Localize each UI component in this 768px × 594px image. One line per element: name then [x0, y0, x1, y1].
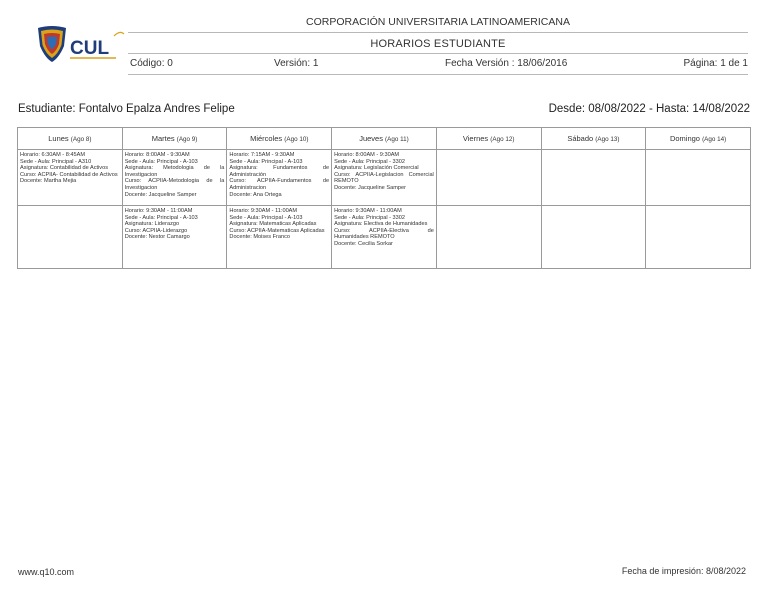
- header-divider: [128, 53, 748, 54]
- print-date: Fecha de impresión: 8/08/2022: [621, 566, 746, 576]
- class-detail-line: Sede - Aula: Principal - A-103: [124, 214, 198, 221]
- class-cell: [227, 150, 332, 206]
- document-title: HORARIOS ESTUDIANTE: [370, 38, 506, 50]
- class-detail-line: Sede - Aula: Principal - A-103: [124, 158, 198, 165]
- class-cell: [332, 150, 437, 206]
- version-date: Fecha Versión : 18/06/2016: [445, 58, 568, 69]
- header-divider: [128, 32, 748, 33]
- empty-cell: [646, 150, 751, 206]
- class-detail-line: Sede - Aula: Principal - 3302: [334, 158, 406, 165]
- date-range: Desde: 08/08/2022 - Hasta: 14/08/2022: [548, 103, 750, 115]
- schedule-row: [18, 150, 751, 206]
- class-detail-line: Horario: 8:00AM - 9:30AM: [124, 152, 190, 158]
- class-detail-line: Docente: Jacqueline Samper: [334, 184, 406, 191]
- schedule-body: [18, 150, 751, 269]
- class-detail-line: Docente: Martha Mejia: [20, 178, 77, 185]
- class-cell: [18, 150, 123, 206]
- class-detail-line: Curso: ACPIIA-Matematicas Aplicadas: [229, 227, 325, 234]
- class-detail-line: Asignatura: Matematicas Aplicadas: [229, 221, 317, 228]
- logo-wordmark: CUL: [70, 38, 110, 59]
- empty-cell: [541, 150, 646, 206]
- class-detail-line: Asignatura: Legislación Comercial: [334, 165, 419, 172]
- class-detail-line: Curso: ACPIIA-Fundamentos de Administracion: [229, 178, 330, 191]
- document-code: Código: 0: [130, 58, 173, 69]
- class-cell: [122, 206, 227, 269]
- class-detail-line: Curso: ACPIIA-Metodologia de la Investigacion: [124, 178, 225, 191]
- day-header: Miércoles (Ago 10): [227, 128, 332, 150]
- empty-cell: [541, 206, 646, 269]
- day-header: Jueves (Ago 11): [332, 128, 437, 150]
- class-detail-line: Horario: 8:00AM - 9:30AM: [334, 152, 400, 158]
- header-divider: [128, 74, 748, 75]
- day-header: Sábado (Ago 13): [541, 128, 646, 150]
- cul-logo: [32, 24, 128, 66]
- day-header-row: [18, 128, 751, 150]
- class-detail-line: Curso: ACPIIA-Legislacion Comercial REMOTO: [334, 171, 434, 185]
- class-detail-line: Horario: 9:30AM - 11:00AM: [334, 208, 402, 214]
- schedule-row: [18, 206, 751, 269]
- class-detail-line: Asignatura: Liderazgo: [124, 221, 180, 228]
- class-detail-line: Sede - Aula: Principal - 3302: [334, 214, 406, 221]
- class-detail-line: Asignatura: Fundamentos de Administración: [229, 165, 330, 178]
- class-cell: [122, 150, 227, 206]
- empty-cell: [646, 206, 751, 269]
- footer-site: www.q10.com: [18, 567, 75, 577]
- class-detail-line: Horario: 9:30AM - 11:00AM: [229, 208, 298, 214]
- class-detail-line: Curso: ACPIIA- Contabilidad de Activos: [20, 171, 118, 178]
- class-detail-line: Docente: Jacqueline Samper: [124, 191, 197, 198]
- class-detail-line: Sede - Aula: Principal - A-103: [229, 158, 303, 165]
- class-detail-line: Asignatura: Electiva de Humanidades: [334, 221, 428, 228]
- empty-cell: [436, 150, 541, 206]
- page-number: Página: 1 de 1: [683, 58, 748, 69]
- class-detail-line: Sede - Aula: Principal - A310: [20, 158, 92, 165]
- class-cell: [227, 206, 332, 269]
- class-detail-line: Asignatura: Metodologia de la Investigacion: [124, 165, 225, 178]
- class-detail-line: Horario: 6:30AM - 8:45AM: [20, 152, 85, 158]
- class-detail-line: Sede - Aula: Principal - A-103: [229, 214, 303, 221]
- class-detail-line: Horario: 9:30AM - 11:00AM: [124, 208, 193, 214]
- class-detail-line: Docente: Nestor Camargo: [124, 234, 190, 241]
- class-detail-line: Curso: ACPIIA-Liderazgo: [124, 227, 188, 234]
- student-name: Estudiante: Fontalvo Epalza Andres Felipe: [18, 103, 235, 115]
- class-detail-line: Asignatura: Contabilidad de Activos: [20, 165, 109, 172]
- class-detail-line: Curso: ACPIIA-Electiva de Humanidades REMOTO: [334, 227, 434, 241]
- day-header: Domingo (Ago 14): [646, 128, 751, 150]
- class-detail-line: Docente: Ana Ortega: [229, 191, 282, 198]
- empty-cell: [436, 206, 541, 269]
- schedule-table: [17, 127, 751, 269]
- class-detail-line: Docente: Cecilia Sorkar: [334, 240, 393, 247]
- document-version: Versión: 1: [274, 58, 319, 69]
- class-detail-line: Horario: 7:15AM - 9:30AM: [229, 152, 295, 158]
- day-header: Lunes (Ago 8): [18, 128, 123, 150]
- organization-name: CORPORACIÓN UNIVERSITARIA LATINOAMERICANA: [306, 16, 570, 28]
- class-cell: [332, 206, 437, 269]
- class-detail-line: Docente: Moises Franco: [229, 234, 291, 241]
- day-header: Viernes (Ago 12): [436, 128, 541, 150]
- day-header: Martes (Ago 9): [122, 128, 227, 150]
- empty-cell: [18, 206, 123, 269]
